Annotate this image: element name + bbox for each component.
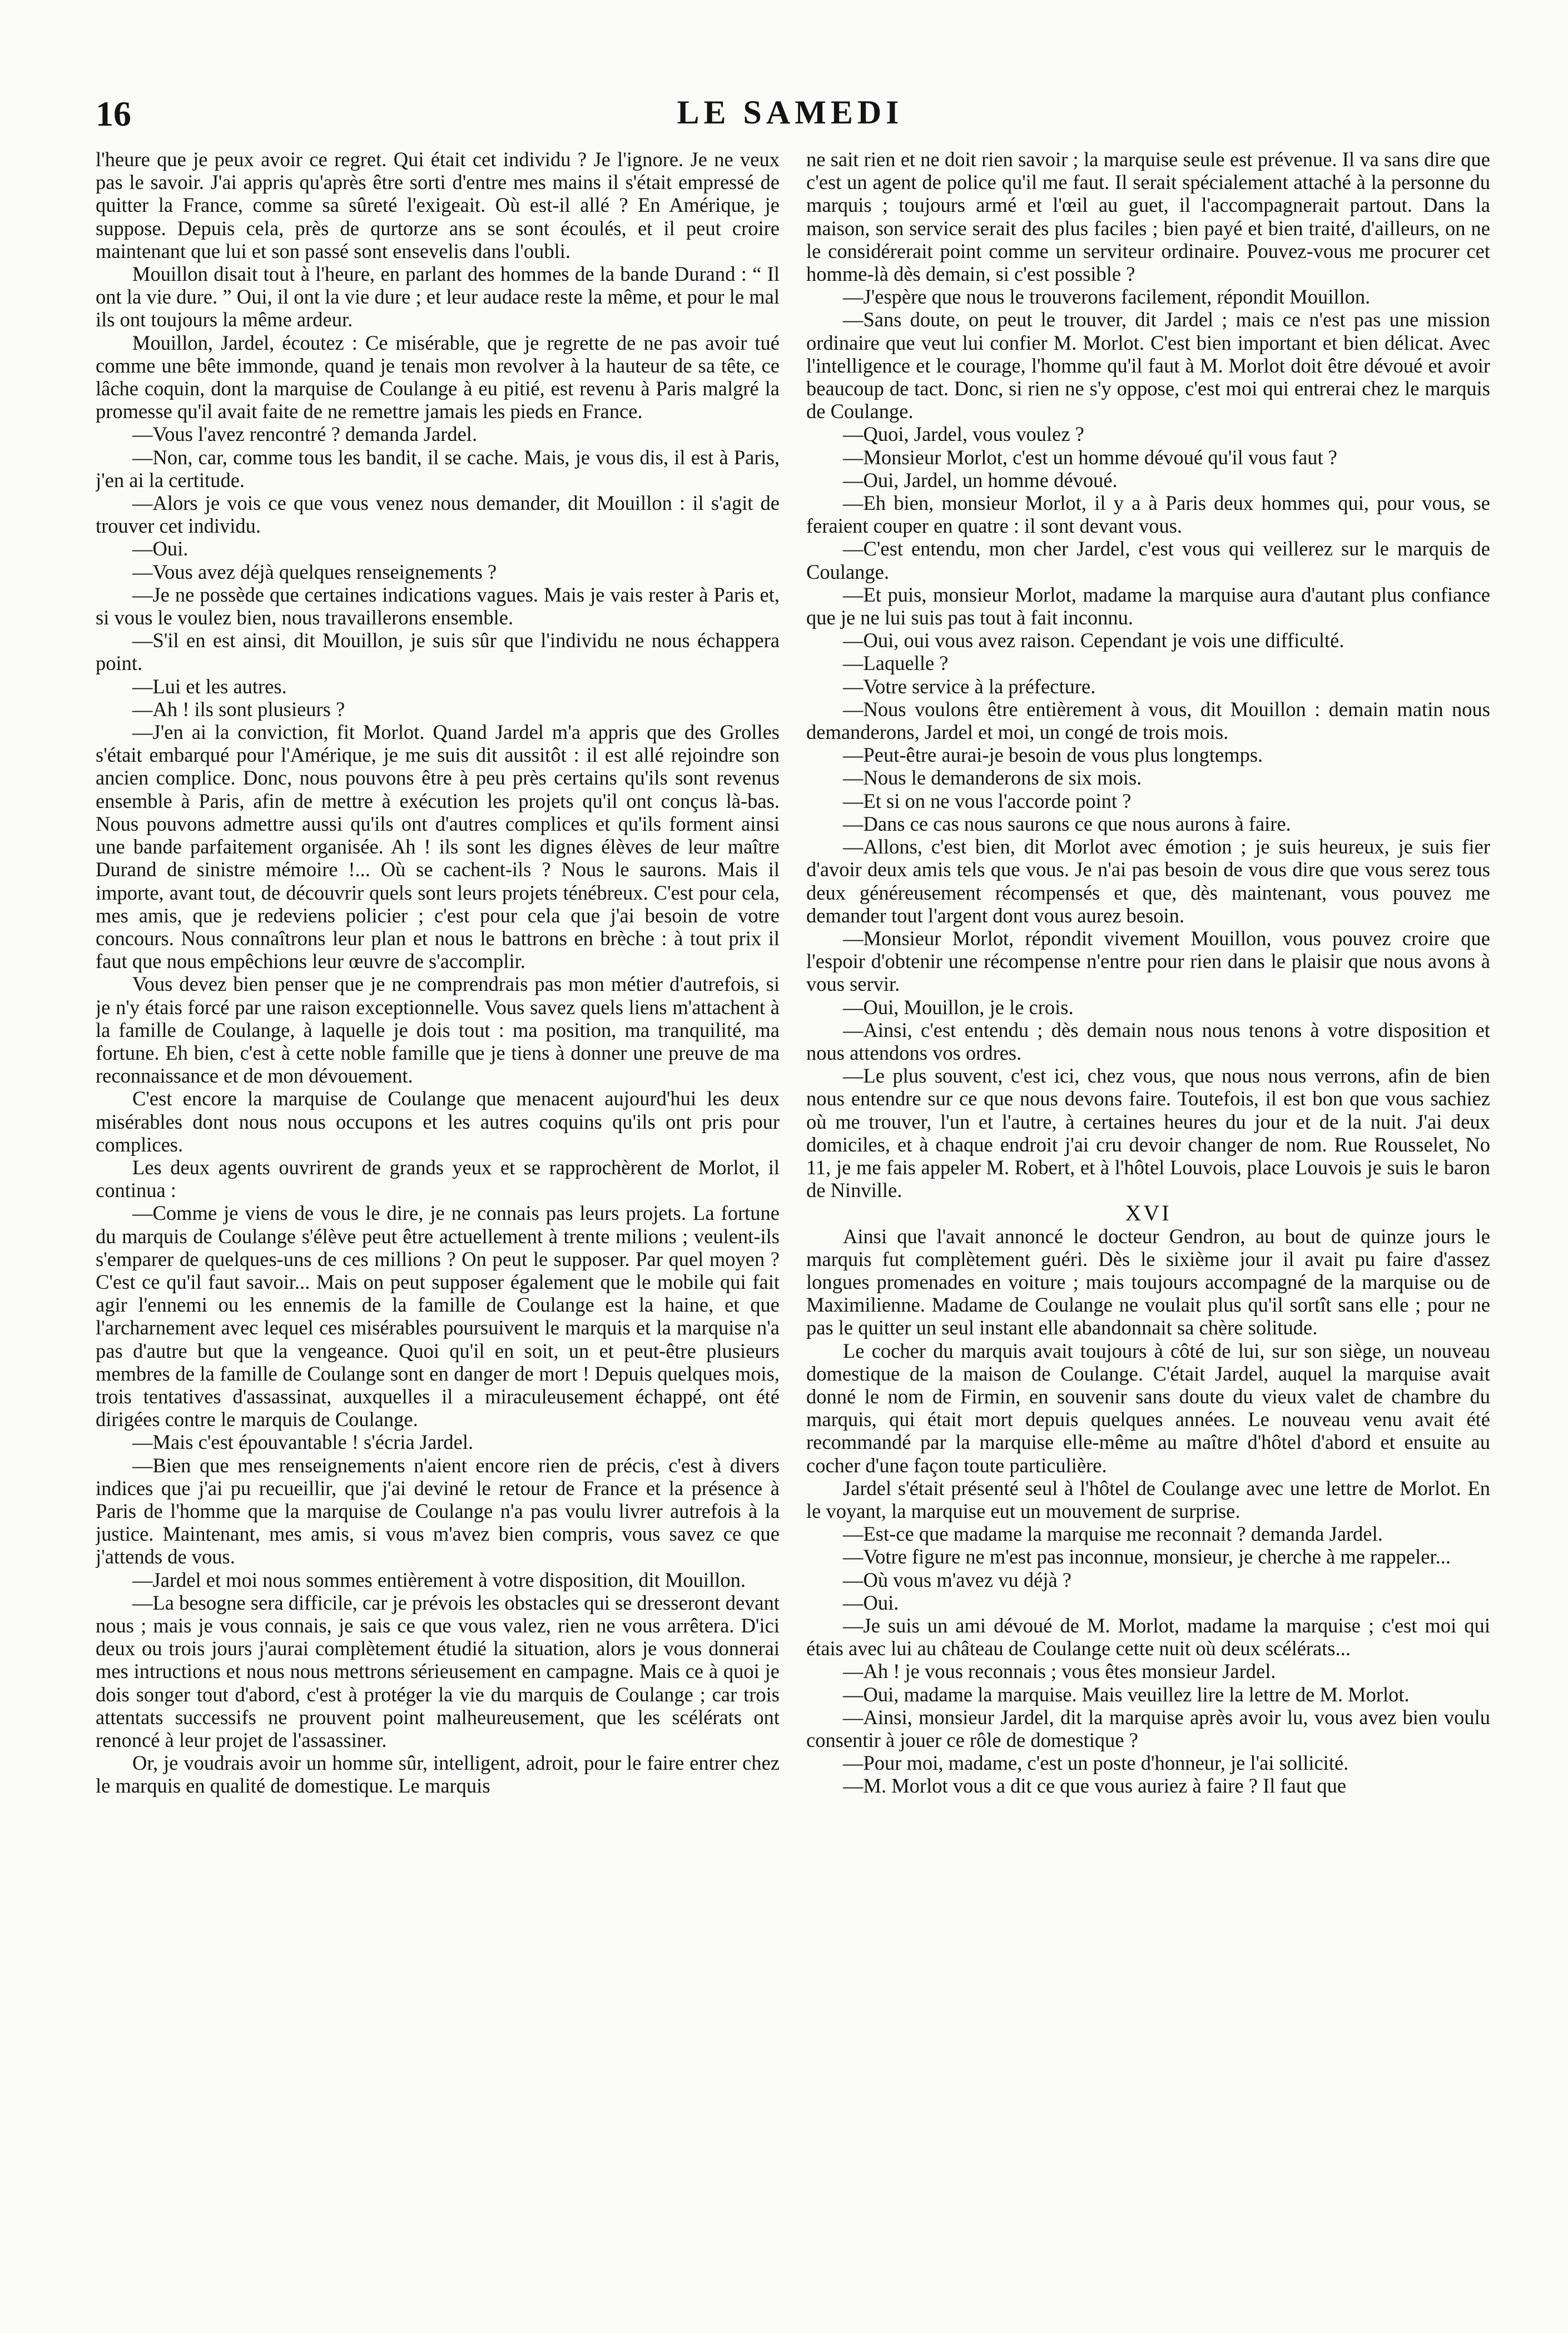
paragraph: —Monsieur Morlot, c'est un homme dévoué qu'il vous faut ? [843, 445, 1338, 469]
paragraph: —Quoi, Jardel, vous voulez ? [843, 423, 1084, 446]
journal-title: LE SAMEDI [677, 94, 904, 131]
paragraph: —Sans doute, on peut le trouver, dit Jardel ; mais ce n'est pas une mission ordinaire que veut lui confier M. Morlot. C'est bien important et bien délicat. Avec l'intelligence et le courage, l'homme qu'il faut à M. Morlot doit être dévoué et avoir beaucoup de tact. Donc, si rien ne s'y oppose, c'est moi qui entrerai chez le marquis de Coulange. [806, 308, 1490, 423]
paragraph: —C'est entendu, mon cher Jardel, c'est vous qui veillerez sur le marquis de Coulange. [806, 537, 1490, 583]
paragraph: —Oui, Jardel, un homme dévoué. [843, 468, 1118, 492]
paragraph: Mouillon disait tout à l'heure, en parlant des hommes de la bande Durand : “ Il ont la vie dure. ” Oui, il ont la vie dure ; et leur audace reste la même, et pour le mal ils ont toujours la même ardeur. [96, 262, 780, 331]
paragraph: —Alors je vois ce que vous venez nous demander, dit Mouillon : il s'agit de trouver cet individu. [96, 492, 780, 538]
paragraph: —Oui. [132, 537, 188, 560]
paragraph: —Ainsi, monsieur Jardel, dit la marquise après avoir lu, vous avez bien voulu consentir à jouer ce rôle de domestique ? [806, 1705, 1490, 1752]
paragraph: —Allons, c'est bien, dit Morlot avec émotion ; je suis heureux, je suis fier d'avoir deux amis tels que vous. Je n'ai pas besoin de vous dire que vous serez tous deux généreusement récompensés et que, dès maintenant, vous pouvez me demander tout l'argent dont vous aurez besoin. [806, 835, 1490, 927]
paragraph: —Où vous m'avez vu déjà ? [843, 1568, 1071, 1591]
paragraph: Ainsi que l'avait annoncé le docteur Gendron, au bout de quinze jours le marquis fut complètement guéri. Dès le sixième jour il avait pu faire d'assez longues promenades en voiture ; mais toujours accompagné de la marquise ou de Maximilienne. Madame de Coulange ne voulait plus qu'il sortît sans elle ; pour ne pas le quitter un seul instant elle abandonnait sa chère solitude. [806, 1224, 1490, 1339]
paragraph: —Oui, oui vous avez raison. Cependant je vois une difficulté. [843, 629, 1344, 652]
paragraph: —Comme je viens de vous le dire, je ne connais pas leurs projets. La fortune du marquis de Coulange s'élève peut être actuellement à trente milions ; veulent-ils s'emparer de quelques-uns de ces millions ? On peut le supposer. Par quel moyen ? C'est ce qu'il faut savoir... Mais on peut supposer également que le mobile qui fait agir l'ennemi ou les ennemis de la famille de Coulange est la haine, et que l'archarnement avec lequel ces misérables poursuivent le marquis et la marquise n'a pas d'autre but que la vengeance. Quoi qu'il en soit, un et peut-être plusieurs membres de la famille de Coulange sont en danger de mort ! Depuis quelques mois, trois tentatives d'assassinat, auxquelles il a miraculeusement échappé, ont été dirigées contre le marquis de Coulange. [96, 1202, 780, 1431]
right-column [806, 148, 1490, 2311]
paragraph: Vous devez bien penser que je ne comprendrais pas mon métier d'autrefois, si je n'y étais forcé par une raison exceptionnelle. Vous savez quels liens m'attachent à la famille de Coulange, à laquelle je dois tout : ma position, ma tranquilité, ma fortune. Eh bien, c'est à cette noble famille que je tiens à donner une preuve de ma reconnaissance et de mon dévouement. [96, 972, 780, 1088]
paragraph: —Eh bien, monsieur Morlot, il y a à Paris deux hommes qui, pour vous, se feraient couper en quatre : il sont devant vous. [806, 492, 1490, 538]
paragraph: —Je suis un ami dévoué de M. Morlot, madame la marquise ; c'est moi qui étais avec lui au château de Coulange cette nuit où deux scélérats... [806, 1614, 1490, 1660]
paragraph: —Mais c'est épouvantable ! s'écria Jardel. [132, 1431, 474, 1454]
paragraph: —M. Morlot vous a dit ce que vous auriez à faire ? Il faut que [843, 1774, 1347, 1798]
paragraph: —Et puis, monsieur Morlot, madame la marquise aura d'autant plus confiance que je ne lui suis pas tout à fait inconnu. [806, 583, 1490, 629]
left-column [96, 148, 780, 2311]
paragraph: Le cocher du marquis avait toujours à côté de lui, sur son siège, un nouveau domestique de la maison de Coulange. C'était Jardel, auquel la marquise avait donné le nom de Firmin, en souvenir sans doute du vieux valet de chambre du marquis, qui était mort depuis quelques années. Le nouveau venu avait été recommandé par la marquise elle-même au maître d'hôtel d'abord et ensuite au cocher d'une façon toute particulière. [806, 1339, 1490, 1477]
paragraph: l'heure que je peux avoir ce regret. Qui était cet individu ? Je l'ignore. Je ne veux pas le savoir. J'ai appris qu'après être sorti d'entre mes mains il s'était empressé de quitter la France, comme sa sûreté l'exigeait. Où est-il allé ? En Amérique, je suppose. Depuis cela, près de qurtorze ans se sont écoulés, et il peut croire maintenant que lui et son passé sont ensevelis dans l'oubli. [96, 148, 780, 262]
paragraph: —Oui, madame la marquise. Mais veuillez lire la lettre de M. Morlot. [843, 1682, 1410, 1706]
page-number: 16 [96, 94, 131, 133]
paragraph: —Peut-être aurai-je besoin de vous plus longtemps. [843, 743, 1263, 767]
paragraph: Or, je voudrais avoir un homme sûr, intelligent, adroit, pour le faire entrer chez le marquis en qualité de domestique. Le marquis [96, 1751, 780, 1798]
paragraph: Mouillon, Jardel, écoutez : Ce misérable, que je regrette de ne pas avoir tué comme une bête immonde, quand je tenais mon revolver à la hauteur de sa tête, ce lâche coquin, dont la marquise de Coulange à eu pitié, est revenu à Paris malgré la promesse qu'il avait faite de ne remettre jamais les pieds en France. [96, 331, 780, 423]
paragraph: —Oui, Mouillon, je le crois. [843, 995, 1074, 1019]
paragraph: —Est-ce que madame la marquise me reconnait ? demanda Jardel. [843, 1522, 1383, 1546]
paragraph: —Nous le demanderons de six mois. [843, 766, 1142, 790]
paragraph: —S'il en est ainsi, dit Mouillon, je suis sûr que l'individu ne nous échappera point. [96, 629, 780, 675]
paragraph: —Ainsi, c'est entendu ; dès demain nous nous tenons à votre disposition et nous attendons vos ordres. [806, 1018, 1490, 1064]
paragraph: C'est encore la marquise de Coulange que menacent aujourd'hui les deux misérables dont nous nous occupons et les autres coquins qu'ils ont pris pour complices. [96, 1087, 780, 1156]
paragraph: —Votre figure ne m'est pas inconnue, monsieur, je cherche à me rappeler... [843, 1545, 1451, 1568]
paragraph: —Dans ce cas nous saurons ce que nous aurons à faire. [843, 812, 1291, 835]
paragraph: —Laquelle ? [843, 652, 949, 675]
paragraph: —Votre service à la préfecture. [843, 674, 1096, 698]
paragraph: —Nous voulons être entièrement à vous, dit Mouillon : demain matin nous demanderons, Jardel et moi, un congé de trois mois. [806, 697, 1490, 744]
paragraph: —Jardel et moi nous sommes entièrement à votre disposition, dit Mouillon. [132, 1568, 746, 1591]
paragraph: —La besogne sera difficile, car je prévois les obstacles qui se dresseront devant nous ; mais je vous connais, je sais ce que vous valez, rien ne vous arrêtera. D'ici deux ou trois jours j'aurai complètement étudié la situation, alors je vous donnerai mes intructions et nous nous mettrons sérieusement en campagne. Mais ce à quoi je dois songer tout d'abord, c'est à protéger la vie du marquis de Coulange ; car trois attentats successifs ne prouvent point malheureusement, que les scélérats ont renoncé à leur projet de l'assassiner. [96, 1591, 780, 1752]
paragraph: Les deux agents ouvrirent de grands yeux et se rapprochèrent de Morlot, il continua : [96, 1155, 780, 1202]
paragraph: ne sait rien et ne doit rien savoir ; la marquise seule est prévenue. Il va sans dire que c'est un agent de police qu'il me faut. Il serait spécialement attaché à la personne du marquis ; toujours armé et l'œil au guet, il l'accompagnerait partout. Dans la maison, son service serait des plus faciles ; bien payé et bien traité, d'ailleurs, on ne le considérerait point comme un serviteur ordinaire. Pouvez-vous me procurer cet homme-là dès demain, si c'est possible ? [806, 148, 1490, 286]
paragraph: —Je ne possède que certaines indications vagues. Mais je vais rester à Paris et, si vous le voulez bien, nous travaillerons ensemble. [96, 583, 780, 629]
paragraph: —Monsieur Morlot, répondit vivement Mouillon, vous pouvez croire que l'espoir d'obtenir une récompense n'entre pour rien dans le plaisir que nous avons à vous servir. [806, 926, 1490, 996]
paragraph: —Vous avez déjà quelques renseignements ? [132, 560, 497, 583]
paragraph: Jardel s'était présenté seul à l'hôtel de Coulange avec une lettre de Morlot. En le voyant, la marquise eut un mouvement de surprise. [806, 1476, 1490, 1522]
paragraph: —Lui et les autres. [132, 674, 287, 698]
paragraph: —Le plus souvent, c'est ici, chez vous, que nous nous verrons, afin de bien nous entendre sur ce que nous devons faire. Toutefois, il est bon que vous sachiez où me trouver, l'un et l'autre, à certaines heures du jour et de la nuit. J'ai deux domiciles, et à chaque endroit j'ai cru devoir changer de nom. Rue Rousselet, No 11, je me fais appeler M. Robert, et à l'hôtel Louvois, place Louvois je suis le baron de Ninville. [806, 1064, 1490, 1202]
paragraph: —J'en ai la conviction, fit Morlot. Quand Jardel m'a appris que des Grolles s'était embarqué pour l'Amérique, je me suis dit aussitôt : il est allé rejoindre son ancien complice. Donc, nous pouvons être à peu près certains qu'ils sont revenus ensemble à Paris, afin de mettre à exécution les projets qu'il ont conçus là-bas. Nous pouvons admettre aussi qu'ils ont d'autres complices et qu'ils forment ainsi une bande parfaitement organisée. Ah ! ils sont les dignes élèves de leur maître Durand de sinistre mémoire !... Où se cachent-ils ? Nous le saurons. Mais il importe, avant tout, de découvrir quels sont leurs projets ténébreux. C'est pour cela, mes amis, que je redeviens policier ; c'est pour cela que j'ai besoin de votre concours. Nous connaîtrons leur plan et nous le battrons en brèche : à tout prix il faut que nous empêchions leur œuvre de s'accomplir. [96, 721, 780, 973]
paragraph: —Ah ! ils sont plusieurs ? [132, 697, 345, 721]
paragraph: —Bien que mes renseignements n'aient encore rien de précis, c'est à divers indices que j'ai pu recueillir, que j'ai deviné le retour de France et la présence à Paris de l'homme que la marquise de Coulange n'a pas voulu livrer autrefois à la justice. Maintenant, mes amis, si vous m'avez bien compris, vous savez ce que j'attends de vous. [96, 1453, 780, 1568]
paragraph: —Et si on ne vous l'accorde point ? [843, 789, 1132, 812]
paragraph: —Oui. [843, 1591, 899, 1614]
page-header [96, 93, 1485, 138]
paragraph: —Ah ! je vous reconnais ; vous êtes monsieur Jardel. [843, 1660, 1276, 1683]
paragraph: —Non, car, comme tous les bandit, il se cache. Mais, je vous dis, il est à Paris, j'en ai la certitude. [96, 445, 780, 492]
paragraph: —J'espère que nous le trouverons facilement, répondit Mouillon. [843, 285, 1371, 309]
chapter-heading: XVI [1125, 1200, 1172, 1226]
paragraph: —Vous l'avez rencontré ? demanda Jardel. [132, 423, 478, 446]
paragraph: —Pour moi, madame, c'est un poste d'honneur, je l'ai sollicité. [843, 1751, 1349, 1775]
